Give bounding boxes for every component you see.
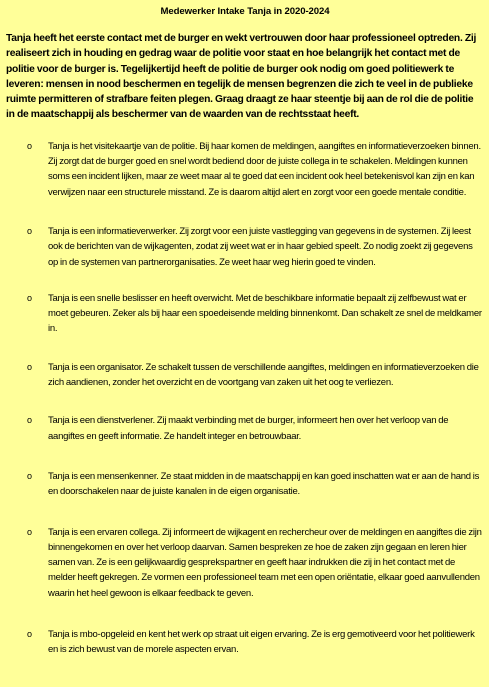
list-item-text: Tanja is een dienstverlener. Zij maakt verbinding met de burger, informeert hen over het verloop van de aangiftes en geeft informatie. Ze handelt integer en betrouwbaar. <box>48 415 449 442</box>
document-title: Medewerker Intake Tanja in 2020-2024 <box>160 6 330 17</box>
list-item <box>6 413 484 444</box>
bullet-marker-icon: o <box>27 526 32 537</box>
bullet-marker-icon: o <box>27 140 32 151</box>
list-item <box>6 360 484 391</box>
bullet-marker-icon: o <box>27 415 32 426</box>
list-item-text: Tanja is een informatieverwerker. Zij zorgt voor een juiste vastlegging van gegevens in de systemen. Zij leest ook de berichten van de wijkagenten, zodat zij weet wat er in haar gebied speelt. Zo nodig zoekt zij gegevens op in de systemen van partnerorganisaties. Ze weet haar weg hierin goed te vinden. <box>48 225 473 268</box>
list-item-text: Tanja is een organisator. Ze schakelt tussen de verschillende aangiftes, meldingen en informatieverzoeken die zich aandienen, zonder het overzicht en de voortgang van zaken uit het oog te verliezen. <box>48 361 479 389</box>
list-item <box>6 224 484 270</box>
list-item <box>6 627 484 658</box>
list-item <box>6 525 484 601</box>
list-item <box>6 469 484 500</box>
profile-bullet-list <box>6 139 484 658</box>
list-item-text: Tanja is mbo-opgeleid en kent het werk op straat uit eigen ervaring. Ze is erg gemotiveerd voor het politiewerk en is zich bewust van de morele aspecten ervan. <box>48 629 475 656</box>
list-item-text: Tanja is een mensenkenner. Ze staat midden in de maatschappij en kan goed inschatten wat er aan de hand is en doorschakelen naar de juiste kanalen in de eigen organisatie. <box>48 470 480 498</box>
list-item-text: Tanja is een ervaren collega. Zij informeert de wijkagent en rechercheur over de meldingen en aangiftes die zijn binnengekomen en over het verloop daarvan. Samen bespreken ze hoe de zaken zijn gegaan en leren hier samen van. Ze is een gelijkwaardig gesprekspartner en geeft haar indrukken die zij in het contact met de melder heeft gekregen. Ze vormen een professioneel team met een open oriëntatie, elkaar goed aanvullenden waarin het heel gewoon is elkaar feedback te geven. <box>48 526 482 599</box>
list-item <box>6 291 484 337</box>
bullet-marker-icon: o <box>27 470 32 481</box>
bullet-marker-icon: o <box>27 361 32 372</box>
list-item-text: Tanja is een snelle beslisser en heeft overwicht. Met de beschikbare informatie bepaalt zij zelfbewust wat er moet gebeuren. Zeker als bij haar een spoedeisende melding binnenkomt. Dan schakelt ze snel de meldkamer in. <box>48 292 482 335</box>
bullet-marker-icon: o <box>27 629 32 640</box>
list-item <box>6 139 484 200</box>
intro-paragraph: Tanja heeft het eerste contact met de burger en wekt vertrouwen door haar professioneel optreden. Zij realiseert zich in houding en gedrag waar de politie voor staat en hoe belangrijk het contact met de politie voor de burger is. Tegelijkertijd heeft de politie de burger ook nodig om goed politiewerk te leveren: mensen in nood beschermen en tegelijk de mensen begrenzen die zich te veel in de publieke ruimte permitteren of strafbare feiten plegen. Graag draagt ze haar steentje bij aan de rol die de politie in de maatschappij als beschermer van de waarden van de rechtsstaat heeft. <box>6 33 477 121</box>
bullet-marker-icon: o <box>27 225 32 236</box>
list-item-text: Tanja is het visitekaartje van de politie. Bij haar komen de meldingen, aangiftes en informatieverzoeken binnen. Zij zorgt dat de burger goed en snel wordt bediend door de juiste collega in te schakelen. Meldingen kunnen soms een incident lijken, maar ze weet maar al te goed dat een incident ook heel betekenisvol kan zijn en kan verwijzen naar een structurele misstand. Ze is daarom altijd alert en zorgt voor een goede mentale conditie. <box>48 140 481 198</box>
bullet-marker-icon: o <box>27 292 32 303</box>
